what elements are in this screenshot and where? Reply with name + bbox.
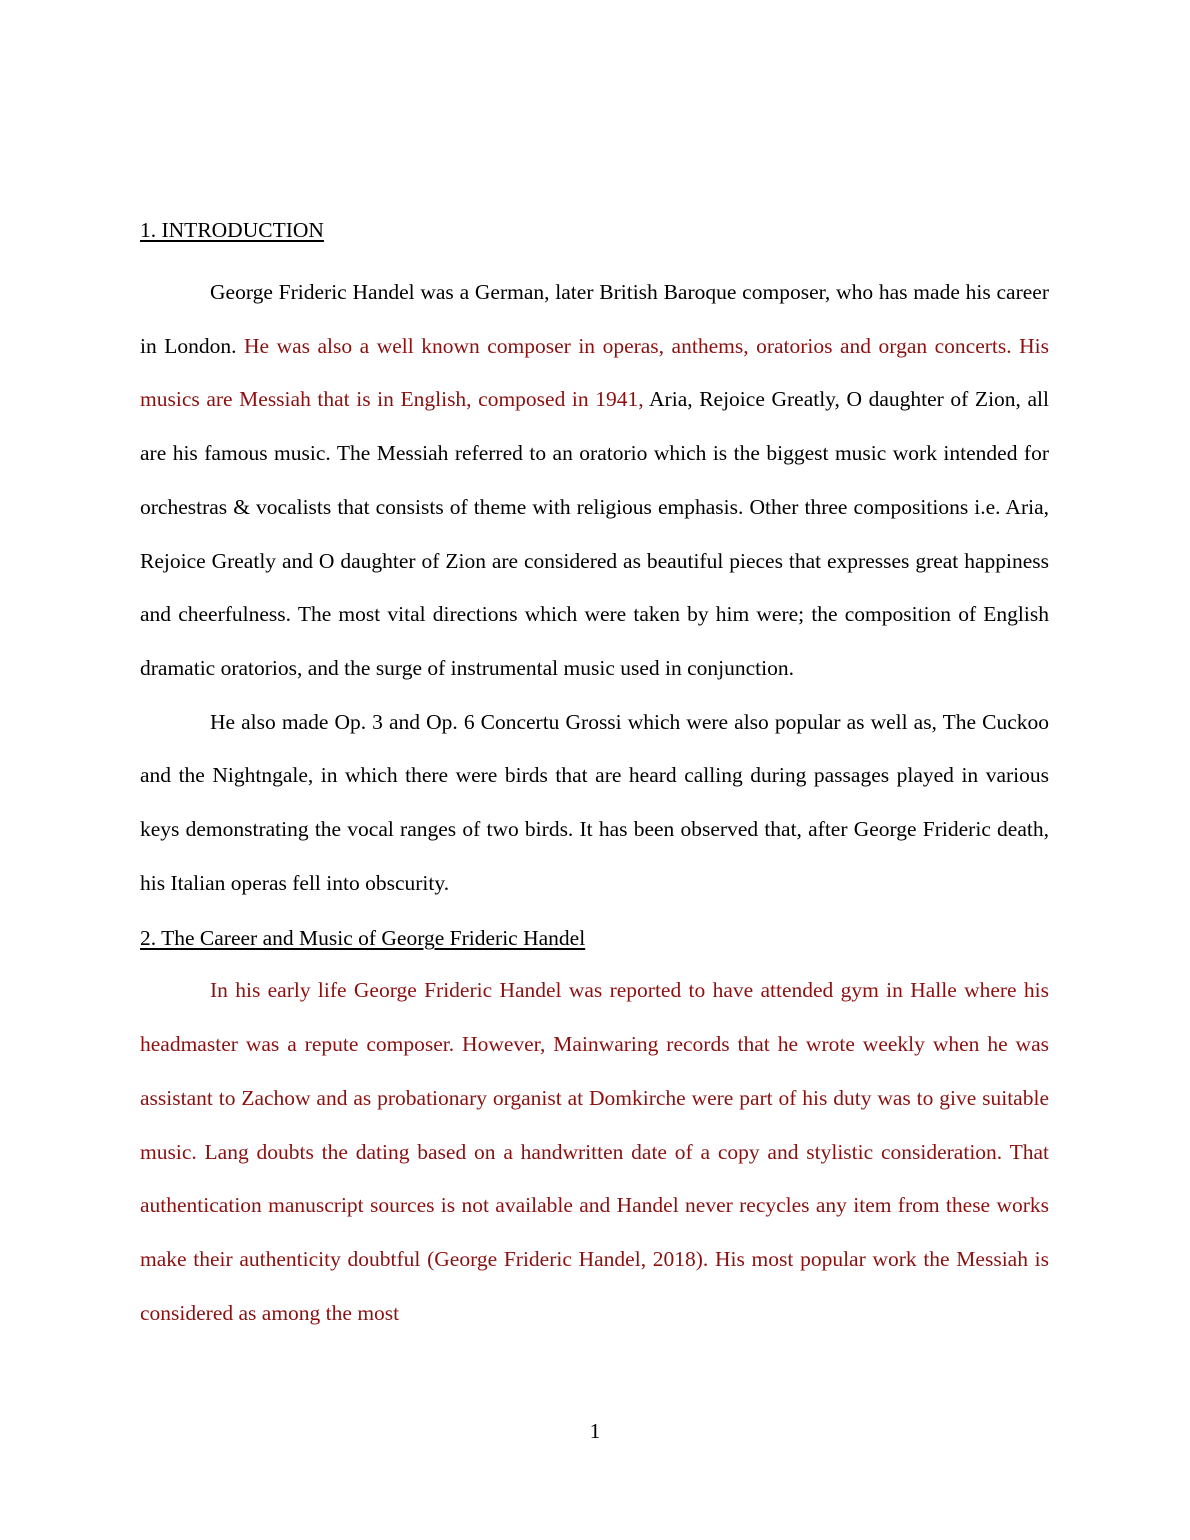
introduction-paragraph-2: He also made Op. 3 and Op. 6 Concertu Grossi which were also popular as well as, The Cuckoo and the Nightngale, in which there were birds that are heard calling during passages played in various keys demonstrating the vocal ranges of two birds. It has been observed that, after George Frideric death, his Italian operas fell into obscurity. xyxy=(140,709,1049,895)
page-number: 1 xyxy=(589,1419,601,1443)
intro-text-black-2: Aria, Rejoice Greatly, O daughter of Zion, all are his famous music. The Messiah referred to an oratorio which is the biggest music work intended for orchestras & vocalists that consists of theme with religious emphasis. Other three compositions i.e. Aria, Rejoice Greatly and O daughter of Zion are considered as beautiful pieces that expresses great happiness and cheerfulness. The most vital directions which were taken by him were; the composition of English dramatic oratorios, and the surge of instrumental music used in conjunction. xyxy=(140,387,1049,680)
document-body xyxy=(140,212,1049,1340)
introduction-paragraph-1 xyxy=(140,266,1049,696)
section-heading-introduction: 1. INTRODUCTION xyxy=(140,218,324,242)
career-paragraph-1: In his early life George Frideric Handel was reported to have attended gym in Halle where his headmaster was a repute composer. However, Mainwaring records that he wrote weekly when he was assistant to Zachow and as probationary organist at Domkirche were part of his duty was to give suitable music. Lang doubts the dating based on a handwritten date of a copy and stylistic consideration. That authentication manuscript sources is not available and Handel never recycles any item from these works make their authenticity doubtful (George Frideric Handel, 2018). His most popular work the Messiah is considered as among the most xyxy=(140,978,1049,1325)
section-heading-career: 2. The Career and Music of George Frideric Handel xyxy=(140,926,586,951)
intro-text-black-1: George Frideric Handel was a German, later British Baroque composer, who has made his career in London. xyxy=(140,280,1049,358)
intro-text-highlighted: He was also a well known composer in operas, anthems, oratorios and organ concerts. His musics are Messiah that is in English, composed in 1941, xyxy=(140,333,1050,412)
